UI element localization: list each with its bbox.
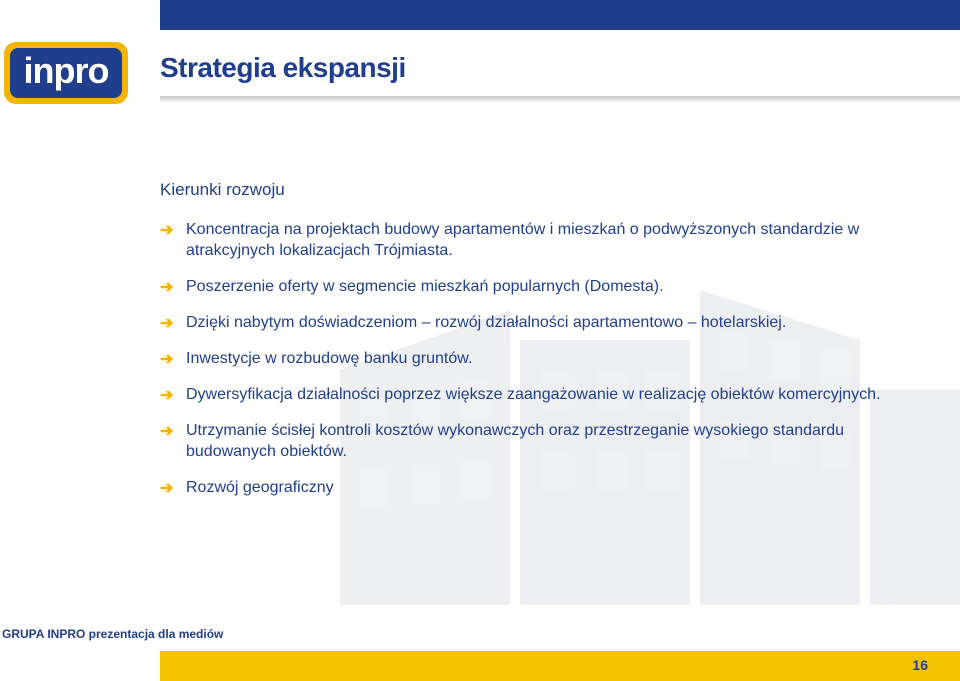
list-item-text: Poszerzenie oferty w segmencie mieszkań popularnych (Domesta). [186,278,664,295]
top-bar [160,0,960,30]
list-item [160,219,930,261]
bottom-bar [160,651,960,681]
list-item [160,276,930,297]
footer-text: GRUPA INPRO prezentacja dla mediów [2,627,224,641]
arrow-right-icon: ➔ [160,315,174,332]
list-item [160,312,930,333]
arrow-right-icon: ➔ [160,480,174,497]
list-item-text: Rozwój geograficzny [186,479,334,496]
title-divider [160,96,960,102]
logo-text: inpro [23,50,109,91]
logo-inner [10,48,122,98]
list-item [160,348,930,369]
section-heading: Kierunki rozwoju [160,180,285,199]
arrow-right-icon: ➔ [160,423,174,440]
page-number: 16 [912,657,928,673]
list-item [160,477,930,498]
list-item-text: Dzięki nabytym doświadczeniom – rozwój działalności apartamentowo – hotelarskiej. [186,314,787,331]
bullet-list [160,219,930,513]
list-item-text: Utrzymanie ścisłej kontroli kosztów wykonawczych oraz przestrzeganie wysokiego standardu budowanych obiektów. [186,422,845,460]
inpro-logo [4,42,128,104]
list-item-text: Koncentracja na projektach budowy apartamentów i mieszkań o podwyższonych standardzie w atrakcyjnych lokalizacjach Trójmiasta. [186,221,860,259]
arrow-right-icon: ➔ [160,222,174,239]
page-title: Strategia ekspansji [160,52,406,83]
arrow-right-icon: ➔ [160,351,174,368]
arrow-right-icon: ➔ [160,279,174,296]
list-item-text: Dywersyfikacja działalności poprzez większe zaangażowanie w realizację obiektów komercyjnych. [186,386,881,403]
list-item [160,420,930,462]
arrow-right-icon: ➔ [160,387,174,404]
list-item [160,384,930,405]
list-item-text: Inwestycje w rozbudowę banku gruntów. [186,350,473,367]
